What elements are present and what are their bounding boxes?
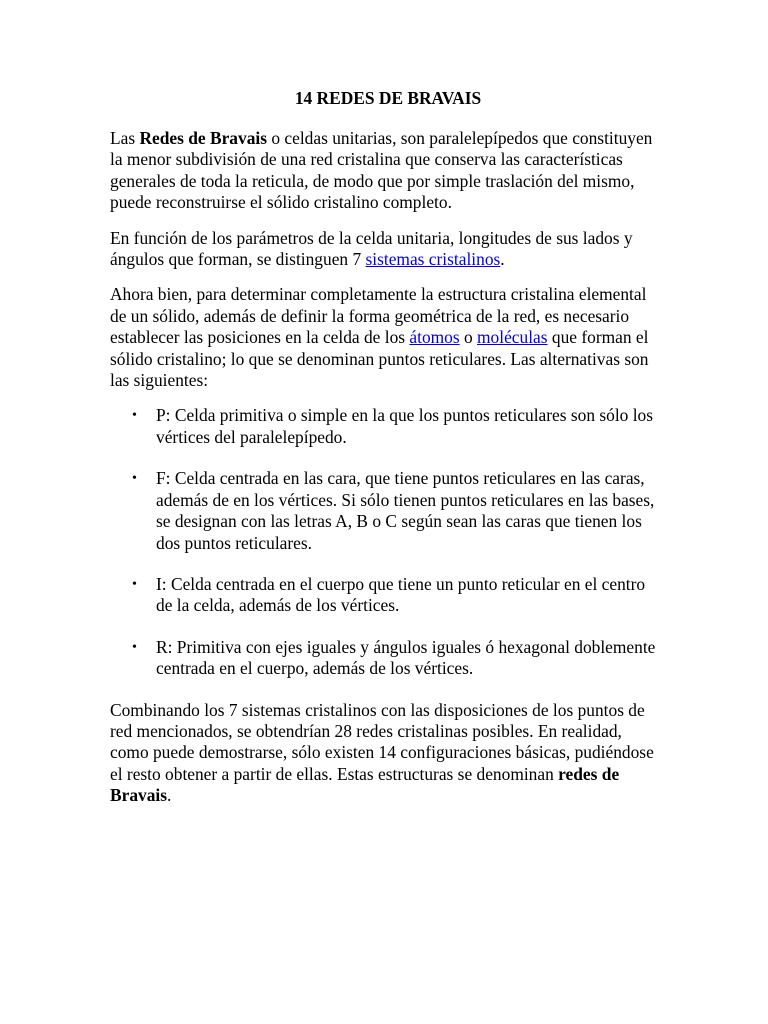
list-item-text: P: Celda primitiva o simple en la que los puntos reticulares son sólo los vértices del paralelepípedo. [156, 405, 654, 447]
structure-text-3: que forman el sólido cristalino; lo que se denominan puntos reticulares. Las alternativas son las siguientes: [110, 327, 649, 391]
intro-paragraph [110, 128, 662, 214]
conclusion-bold-term: redes de Bravais [110, 763, 620, 806]
bullet-icon: • [132, 639, 137, 655]
intro-text-1: Las [110, 128, 140, 148]
systems-text-1: En función de los parámetros de la celda unitaria, longitudes de sus lados y ángulos que forman, se distinguen 7 [110, 227, 633, 270]
list-item-text: F: Celda centrada en las cara, que tiene puntos reticulares en las caras, además de en los vértices. Si sólo tienen puntos reticulares en las bases, se designan con las letras A, B o C según sean las caras que tienen los dos puntos reticulares. [156, 468, 655, 553]
bullet-icon: • [132, 408, 137, 424]
conclusion-text-2: . [167, 785, 172, 806]
systems-paragraph [110, 228, 662, 271]
structure-paragraph [110, 284, 662, 391]
link-moleculas[interactable]: moléculas [477, 327, 548, 348]
document-title: 14 REDES DE BRAVAIS [294, 88, 482, 108]
list-item-rhombohedral [110, 637, 662, 680]
link-sistemas-cristalinos[interactable]: sistemas cristalinos [365, 249, 501, 270]
bullet-icon: • [132, 471, 137, 487]
structure-text-2: o [459, 327, 478, 348]
document-page [110, 88, 662, 821]
intro-text-2: o celdas unitarias, son paralelepípedos que constituyen la menor subdivisión de una red cristalina que conserva las características generales de toda la reticula, de modo que por simple traslación del mismo, puede reconstruirse el sólido cristalino completo. [110, 128, 653, 213]
structure-text-1: Ahora bien, para determinar completamente la estructura cristalina elemental de un sólido, además de definir la forma geométrica de la red, es necesario establecer las posiciones en la celda de los [110, 284, 647, 348]
conclusion-paragraph [110, 700, 662, 807]
bullet-icon: • [132, 576, 137, 592]
list-item-body-centered [110, 574, 662, 617]
list-item-face-centered [110, 468, 662, 554]
intro-bold-term: Redes de Bravais [139, 128, 267, 148]
link-atomos[interactable]: átomos [409, 327, 460, 348]
list-item-primitive [110, 405, 662, 448]
cell-types-list [110, 405, 662, 679]
systems-text-2: . [500, 249, 505, 270]
conclusion-text-1: Combinando los 7 sistemas cristalinos con las disposiciones de los puntos de red mencionados, se obtendrían 28 redes cristalinas posibles. En realidad, como puede demostrarse, sólo existen 14 configuraciones básicas, pudiéndose el resto obtener a partir de ellas. Estas estructuras se denominan [110, 699, 654, 784]
list-item-text: R: Primitiva con ejes iguales y ángulos iguales ó hexagonal doblemente centrada en el cuerpo, además de los vértices. [156, 636, 656, 679]
list-item-text: I: Celda centrada en el cuerpo que tiene un punto reticular en el centro de la celda, además de los vértices. [156, 573, 646, 616]
